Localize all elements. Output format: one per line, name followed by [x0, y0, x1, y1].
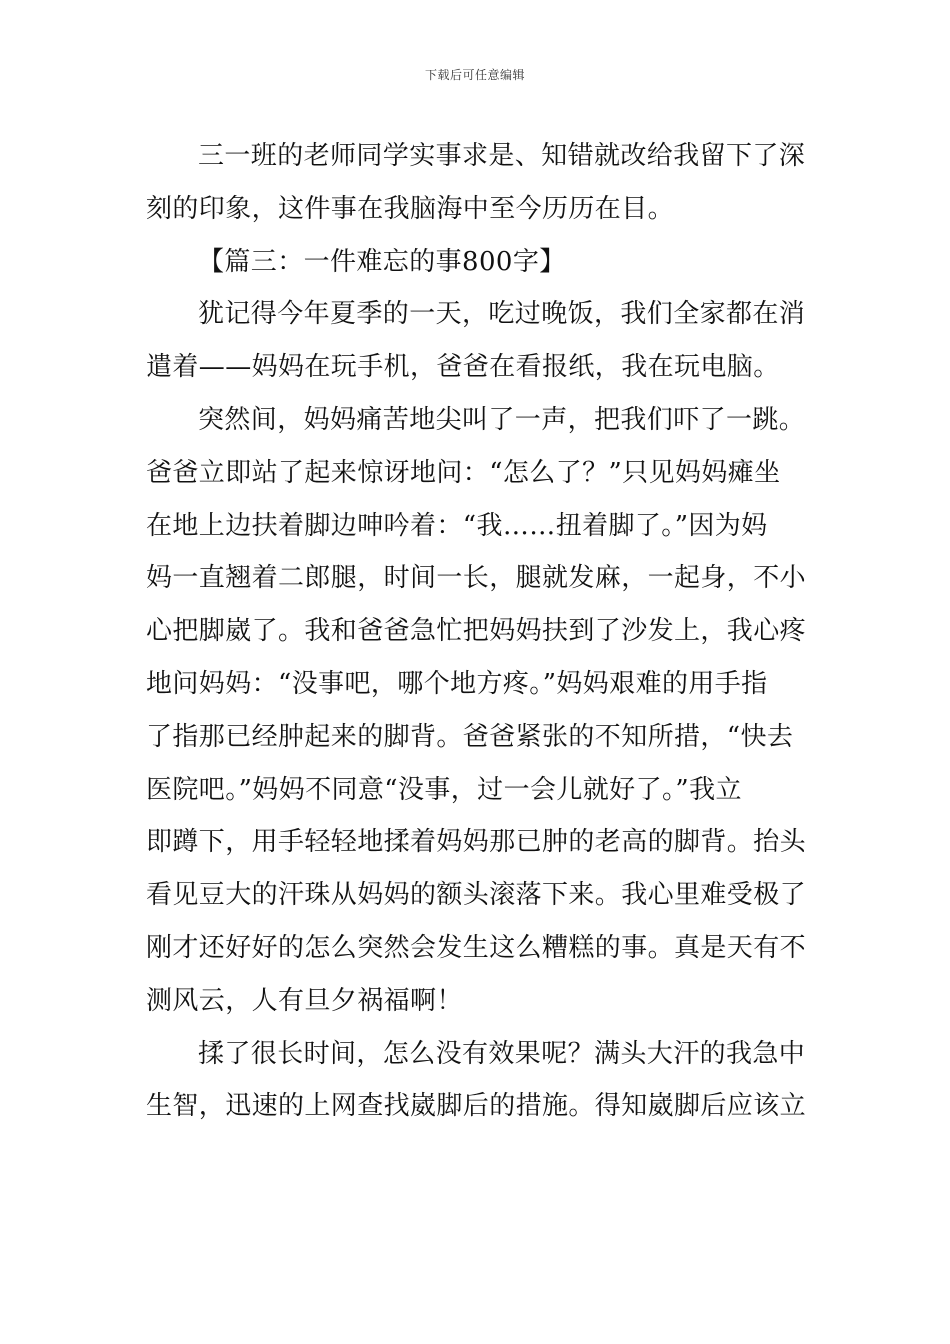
- text-line: 心把脚崴了。我和爸爸急忙把妈妈扶到了沙发上，我心疼: [146, 616, 806, 647]
- text-line: 看见豆大的汗珠从妈妈的额头滚落下来。我心里难受极了: [146, 880, 806, 911]
- text-line: 妈一直翘着二郎腿，时间一长，腿就发麻，一起身，不小: [146, 563, 806, 594]
- text-line: 即蹲下，用手轻轻地揉着妈妈那已肿的老高的脚背。抬头: [146, 827, 806, 858]
- text-line: 犹记得今年夏季的一天，吃过晚饭，我们全家都在消: [198, 299, 806, 330]
- section-heading: [146, 236, 806, 289]
- text-line: 遣着——妈妈在玩手机，爸爸在看报纸，我在玩电脑。: [146, 352, 780, 383]
- paragraph-conclusion: [146, 130, 806, 236]
- heading-line: 【篇三：一件难忘的事800字】: [198, 246, 566, 277]
- paragraph-1: [146, 288, 806, 394]
- text-line: 刚才还好好的怎么突然会发生这么糟糕的事。真是天有不: [146, 932, 806, 963]
- page-header: 下载后可任意编辑: [424, 68, 525, 82]
- paragraph-3: [146, 1028, 806, 1134]
- text-line: 医院吧。”妈妈不同意“没事，过一会儿就好了。”我立: [146, 774, 742, 805]
- text-line: 地问妈妈：“没事吧，哪个地方疼。”妈妈艰难的用手指: [146, 668, 768, 699]
- text-line: 测风云，人有旦夕祸福啊！: [146, 985, 463, 1016]
- document-body: [146, 130, 806, 1133]
- text-line: 揉了很长时间，怎么没有效果呢？满头大汗的我急中: [198, 1038, 806, 1069]
- text-line: 突然间，妈妈痛苦地尖叫了一声，把我们吓了一跳。: [198, 404, 806, 435]
- text-line: 在地上边扶着脚边呻吟着：“我……扭着脚了。”因为妈: [146, 510, 768, 541]
- text-line: 刻的印象，这件事在我脑海中至今历历在目。: [146, 193, 675, 224]
- text-line: 爸爸立即站了起来惊讶地问：“怎么了？”只见妈妈瘫坐: [146, 457, 781, 488]
- text-line: 三一班的老师同学实事求是、知错就改给我留下了深: [198, 141, 806, 171]
- text-line: 生智，迅速的上网查找崴脚后的措施。得知崴脚后应该立: [146, 1091, 806, 1122]
- paragraph-2: [146, 394, 806, 1028]
- text-line: 了指那已经肿起来的脚背。爸爸紧张的不知所措，“快去: [146, 721, 794, 752]
